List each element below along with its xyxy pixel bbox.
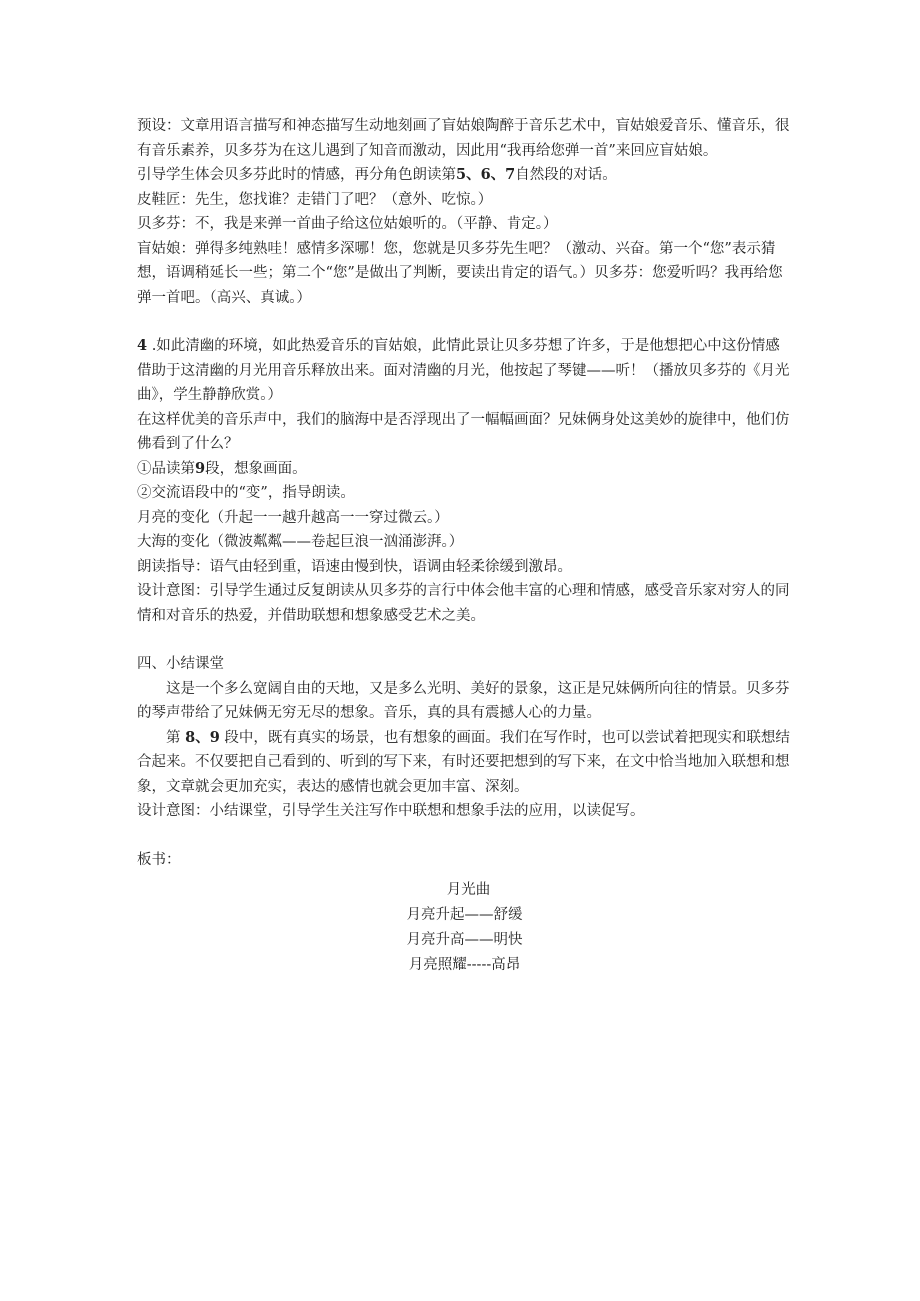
section4-question: 在这样优美的音乐声中，我们的脑海中是否浮现出了一幅幅画面？兄妹俩身处这美妙的旋律中，他们仿佛看到了什么？ (137, 411, 790, 452)
design-intent-summary: 设计意图：小结课堂，引导学生关注写作中联想和想象手法的应用，以读促写。 (137, 803, 645, 819)
spacer (137, 824, 792, 848)
spacer (137, 310, 792, 334)
summary-paragraph-2-post: 段中，既有真实的场景，也有想象的画面。我们在写作时，也可以尝试着把现实和联想结合起来。不仅要把自己看到的、听到的写下来，有时还要把想到的写下来，在文中恰当地加入联想和想象，文章就会更加充实，表达的感情也就会更加丰富、深刻。 (137, 729, 790, 795)
board-title: 月光曲 (446, 882, 491, 898)
summary-paragraph-2 (137, 726, 792, 800)
guide-text-post: 自然段的对话。 (515, 167, 617, 183)
summary-heading: 四、小结课堂 (137, 656, 224, 672)
board-line-2: 月亮升高——明快 (406, 932, 523, 948)
board-line-3: 月亮照耀-----高昂 (408, 957, 521, 973)
section4-number: 4 (137, 337, 148, 354)
document-body (137, 114, 792, 978)
preset-paragraph: 预设：文章用语言描写和神态描写生动地刻画了盲姑娘陶醉于音乐艺术中，盲姑娘爱音乐、懂音乐，很有音乐素养，贝多芬为在这儿遇到了知音而激动，因此用“我再给您弹一首”来回应盲姑娘。 (137, 118, 790, 159)
step-item-1-post: 段，想象画面。 (205, 460, 307, 477)
sea-change: 大海的变化（微波粼粼——卷起巨浪一汹涌澎湃。） (137, 534, 464, 550)
summary-paragraph-2-pre: 第 (166, 729, 181, 746)
guide-paragraph-numbers: 5、6、7 (456, 166, 516, 183)
dialogue-blind-girl: 盲姑娘：弹得多纯熟哇！感情多深哪！您，您就是贝多芬先生吧？（激动、兴奋。第一个“您”表示猜想，语调稍延长一些；第二个“您”是做出了判断，要读出肯定的语气。）贝多芬：您爱听吗？我再给您弹一首吧。（高兴、真诚。） (137, 240, 783, 306)
board-line-1: 月亮升起——舒缓 (406, 907, 523, 923)
step-item-1-number: 9 (195, 459, 206, 477)
design-intent-4: 设计意图：引导学生通过反复朗读从贝多芬的言行中体会他丰富的心理和情感，感受音乐家对穷人的同情和对音乐的热爱，并借助联想和想象感受艺术之美。 (137, 583, 790, 624)
guide-text-pre: 引导学生体会贝多芬此时的情感，再分角色朗读第 (137, 167, 456, 183)
summary-paragraph-1: 这是一个多么宽阔自由的天地，又是多么光明、美好的景象，这正是兄妹俩所向往的情景。贝多芬的琴声带给了兄妹俩无穷无尽的想象。音乐，真的具有震撼人心的力量。 (137, 680, 790, 721)
guide-paragraph (137, 163, 792, 188)
section4-intro-text: .如此清幽的环境，如此热爱音乐的盲姑娘，此情此景让贝多芬想了许多，于是他想把心中这份情感借助于这清幽的月光用音乐释放出来。面对清幽的月光，他按起了琴键——听！（播放贝多芬的《月光曲》，学生静静欣赏。） (137, 338, 790, 403)
step-item-1-pre: ①品读第 (137, 460, 195, 477)
spacer (137, 628, 792, 652)
section4-intro (137, 334, 792, 408)
dialogue-cobbler: 皮鞋匠：先生，您找谁？走错门了吧？（意外、吃惊。） (137, 191, 493, 208)
summary-paragraph-2-numbers: 8、9 (185, 728, 220, 746)
board-content (137, 878, 792, 978)
dialogue-beethoven: 贝多芬：不，我是来弹一首曲子给这位姑娘听的。（平静、肯定。） (137, 216, 558, 232)
moon-change: 月亮的变化（升起一一越升越高一一穿过微云。） (137, 509, 449, 526)
board-label: 板书： (137, 851, 181, 868)
reading-guide: 朗读指导：语气由轻到重，语速由慢到快，语调由轻柔徐缓到激昂。 (137, 558, 572, 575)
step-item-1 (137, 457, 792, 482)
step-item-2: ②交流语段中的“变”，指导朗读。 (137, 485, 355, 501)
